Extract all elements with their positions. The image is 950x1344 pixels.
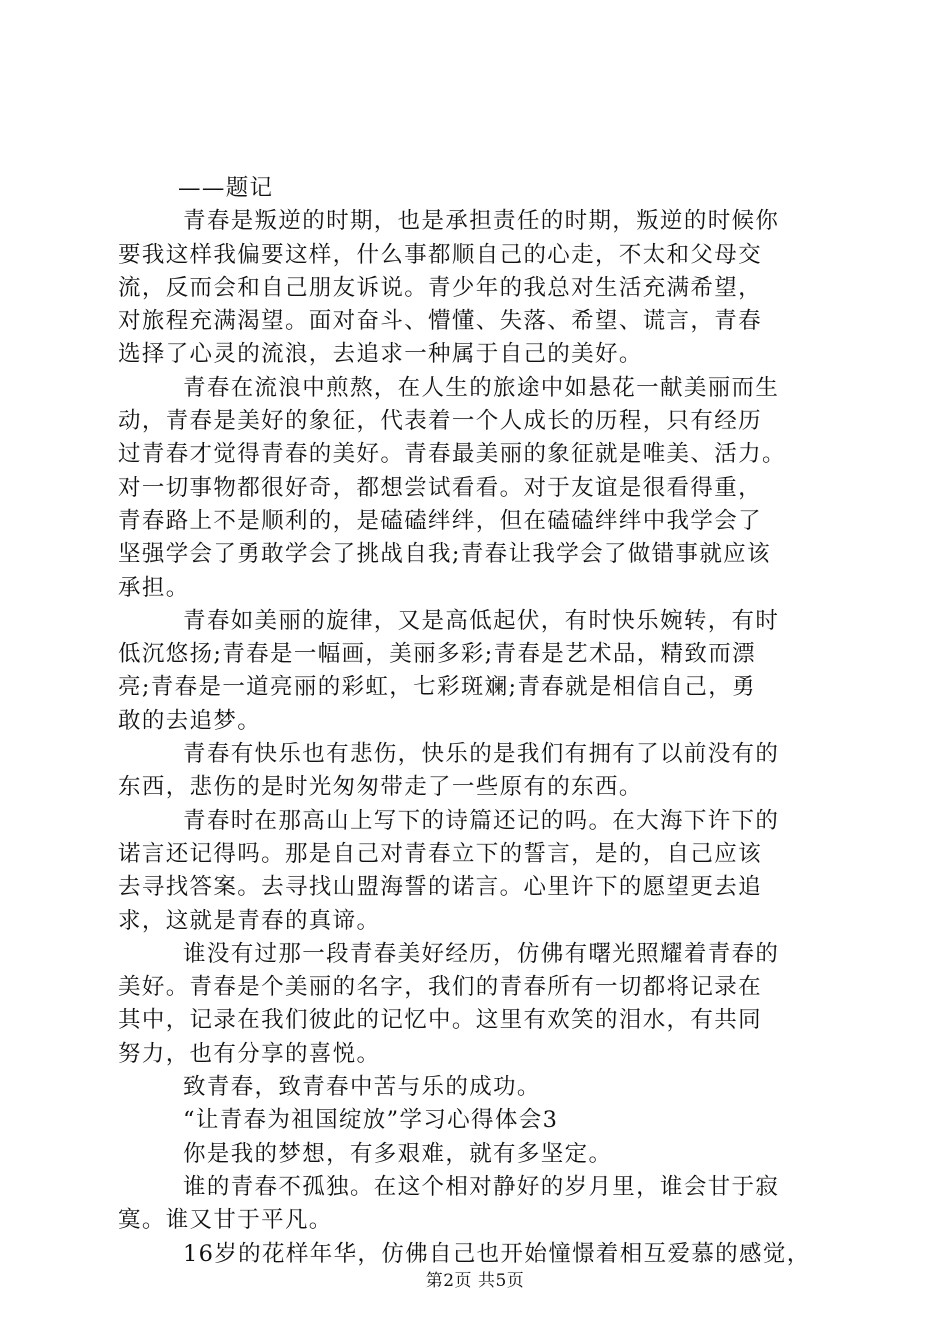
text-line: 美好。青春是个美丽的名字，我们的青春所有一切都将记录在 (118, 974, 762, 1001)
text-line: 其中，记录在我们彼此的记忆中。这里有欢笑的泪水，有共同 (118, 1007, 762, 1034)
text-line: 16岁的花样年华，仿佛自己也开始憧憬着相互爱慕的感觉， (183, 1240, 811, 1267)
text-line: 流，反而会和自己朋友诉说。青少年的我总对生活充满希望， (118, 274, 762, 301)
text-line: “让青春为祖国绽放”学习心得体会3 (183, 1107, 559, 1134)
text-line: 谁的青春不孤独。在这个相对静好的岁月里，谁会甘于寂 (183, 1173, 780, 1200)
text-line: 青春在流浪中煎熬，在人生的旅途中如悬花一献美丽而生 (183, 374, 780, 401)
text-line: 青春路上不是顺利的，是磕磕绊绊，但在磕磕绊绊中我学会了 (118, 507, 762, 534)
text-line: 要我这样我偏要这样，什么事都顺自己的心走，不太和父母交 (118, 241, 762, 268)
page-footer: 第2页 共5页 (425, 1271, 525, 1291)
text-line: 致青春，致青春中苦与乐的成功。 (183, 1074, 541, 1101)
text-line: 寞。谁又甘于平凡。 (118, 1207, 333, 1234)
text-line: 谁没有过那一段青春美好经历，仿佛有曙光照耀着青春的 (183, 940, 780, 967)
text-line: 你是我的梦想，有多艰难，就有多坚定。 (183, 1140, 613, 1167)
text-line: 求，这就是青春的真谛。 (118, 907, 381, 934)
text-line: 东西，悲伤的是时光匆匆带走了一些原有的东西。 (118, 774, 643, 801)
text-line: 去寻找答案。去寻找山盟海誓的诺言。心里许下的愿望更去追 (118, 874, 762, 901)
text-line: 对旅程充满渴望。面对奋斗、懵懂、失落、希望、谎言，青春 (118, 308, 762, 335)
text-line: ——题记 (178, 175, 274, 201)
text-line: 亮;青春是一道亮丽的彩虹，七彩斑斓;青春就是相信自己，勇 (118, 674, 756, 701)
text-line: 敢的去追梦。 (118, 707, 262, 734)
text-line: 青春时在那高山上写下的诗篇还记的吗。在大海下许下的 (183, 807, 780, 834)
text-line: 坚强学会了勇敢学会了挑战自我;青春让我学会了做错事就应该 (118, 541, 771, 568)
text-line: 青春有快乐也有悲伤，快乐的是我们有拥有了以前没有的 (183, 741, 780, 768)
text-line: 诺言还记得吗。那是自己对青春立下的誓言，是的，自己应该 (118, 840, 762, 867)
text-line: 青春是叛逆的时期，也是承担责任的时期，叛逆的时候你 (183, 208, 780, 235)
text-line: 青春如美丽的旋律，又是高低起伏，有时快乐婉转，有时 (183, 607, 780, 634)
text-line: 动，青春是美好的象征，代表着一个人成长的历程，只有经历 (118, 408, 762, 435)
text-line: 努力，也有分享的喜悦。 (118, 1040, 381, 1067)
text-line: 选择了心灵的流浪，去追求一种属于自己的美好。 (118, 341, 643, 368)
text-line: 过青春才觉得青春的美好。青春最美丽的象征就是唯美、活力。 (118, 441, 786, 468)
text-line: 低沉悠扬;青春是一幅画，美丽多彩;青春是艺术品，精致而漂 (118, 641, 756, 668)
text-line: 承担。 (118, 574, 190, 601)
text-line: 对一切事物都很好奇，都想尝试看看。对于友谊是很看得重， (118, 474, 762, 501)
document-body (118, 172, 840, 1271)
